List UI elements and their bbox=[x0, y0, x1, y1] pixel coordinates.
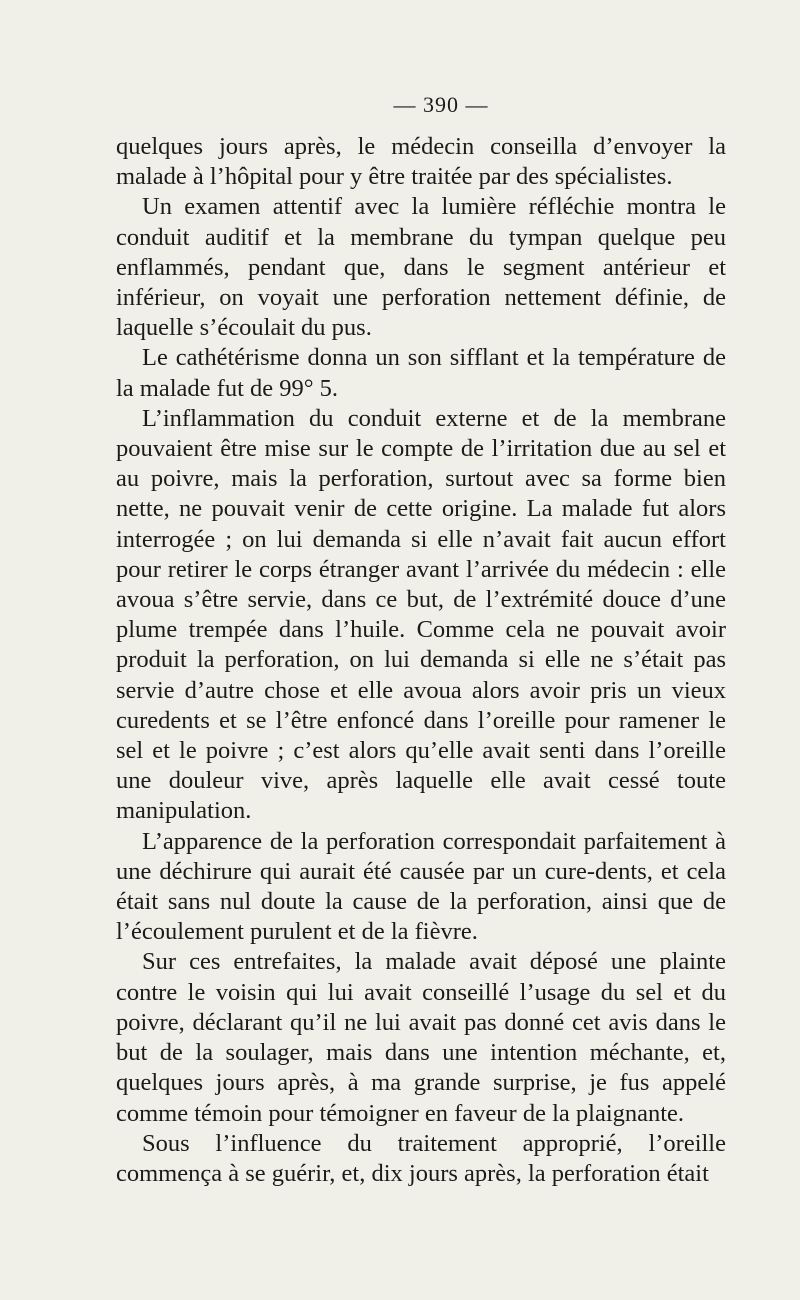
paragraph-5: L’apparence de la perforation correspondait parfaitement à une déchirure qui aurait été causée par un cure-dents, et cela était sans nul doute la cause de la perforation, ainsi que de l’écoulement purulent et de la fièvre. bbox=[116, 827, 726, 946]
paragraph-3: Le cathétérisme donna un son sifflant et la température de la malade fut de 99° 5. bbox=[116, 344, 726, 402]
paragraph-4: L’inflammation du conduit externe et de la membrane pouvaient être mise sur le compte de l’irritation due au sel et au poivre, mais la perforation, surtout avec sa forme bien nette, ne pouvait venir de cette origine. La malade fut alors interrogée ; on lui demanda si elle n’avait fait aucun effort pour retirer le corps étranger avant l’arrivée du médecin : elle avoua s’être servie, dans ce but, de l’extrémité douce d’une plume trempée dans l’huile. Comme cela ne pouvait avoir produit la perforation, on lui demanda si elle ne s’était pas servie d’autre chose et elle avoua alors avoir pris un vieux curedents et se l’être enfoncé dans l’oreille pour ramener le sel et le poivre ; c’est alors qu’elle avait senti dans l’oreille une douleur vive, après laquelle elle avait cessé toute manipulation. bbox=[116, 404, 726, 825]
paragraph-1: quelques jours après, le médecin conseilla d’envoyer la malade à l’hôpital pour y être traitée par des spécialistes. bbox=[116, 133, 726, 191]
paragraph-7: Sous l’influence du traitement approprié, l’oreille commença à se guérir, et, dix jours après, la perforation était bbox=[116, 1129, 726, 1187]
paragraph-6: Sur ces entrefaites, la malade avait déposé une plainte contre le voisin qui lui avait conseillé l’usage du sel et du poivre, déclarant qu’il ne lui avait pas donné cet avis dans le but de la soulager, mais dans une intention méchante, et, quelques jours après, à ma grande surprise, je fus appelé comme témoin pour témoigner en faveur de la plaignante. bbox=[116, 948, 726, 1127]
page-number: — 390 — bbox=[393, 92, 489, 117]
paragraph-2: Un examen attentif avec la lumière réfléchie montra le conduit auditif et la membrane du tympan quelque peu enflammés, pendant que, dans le segment antérieur et inférieur, on voyait une perforation nettement définie, de laquelle s’écoulait du pus. bbox=[116, 193, 726, 342]
